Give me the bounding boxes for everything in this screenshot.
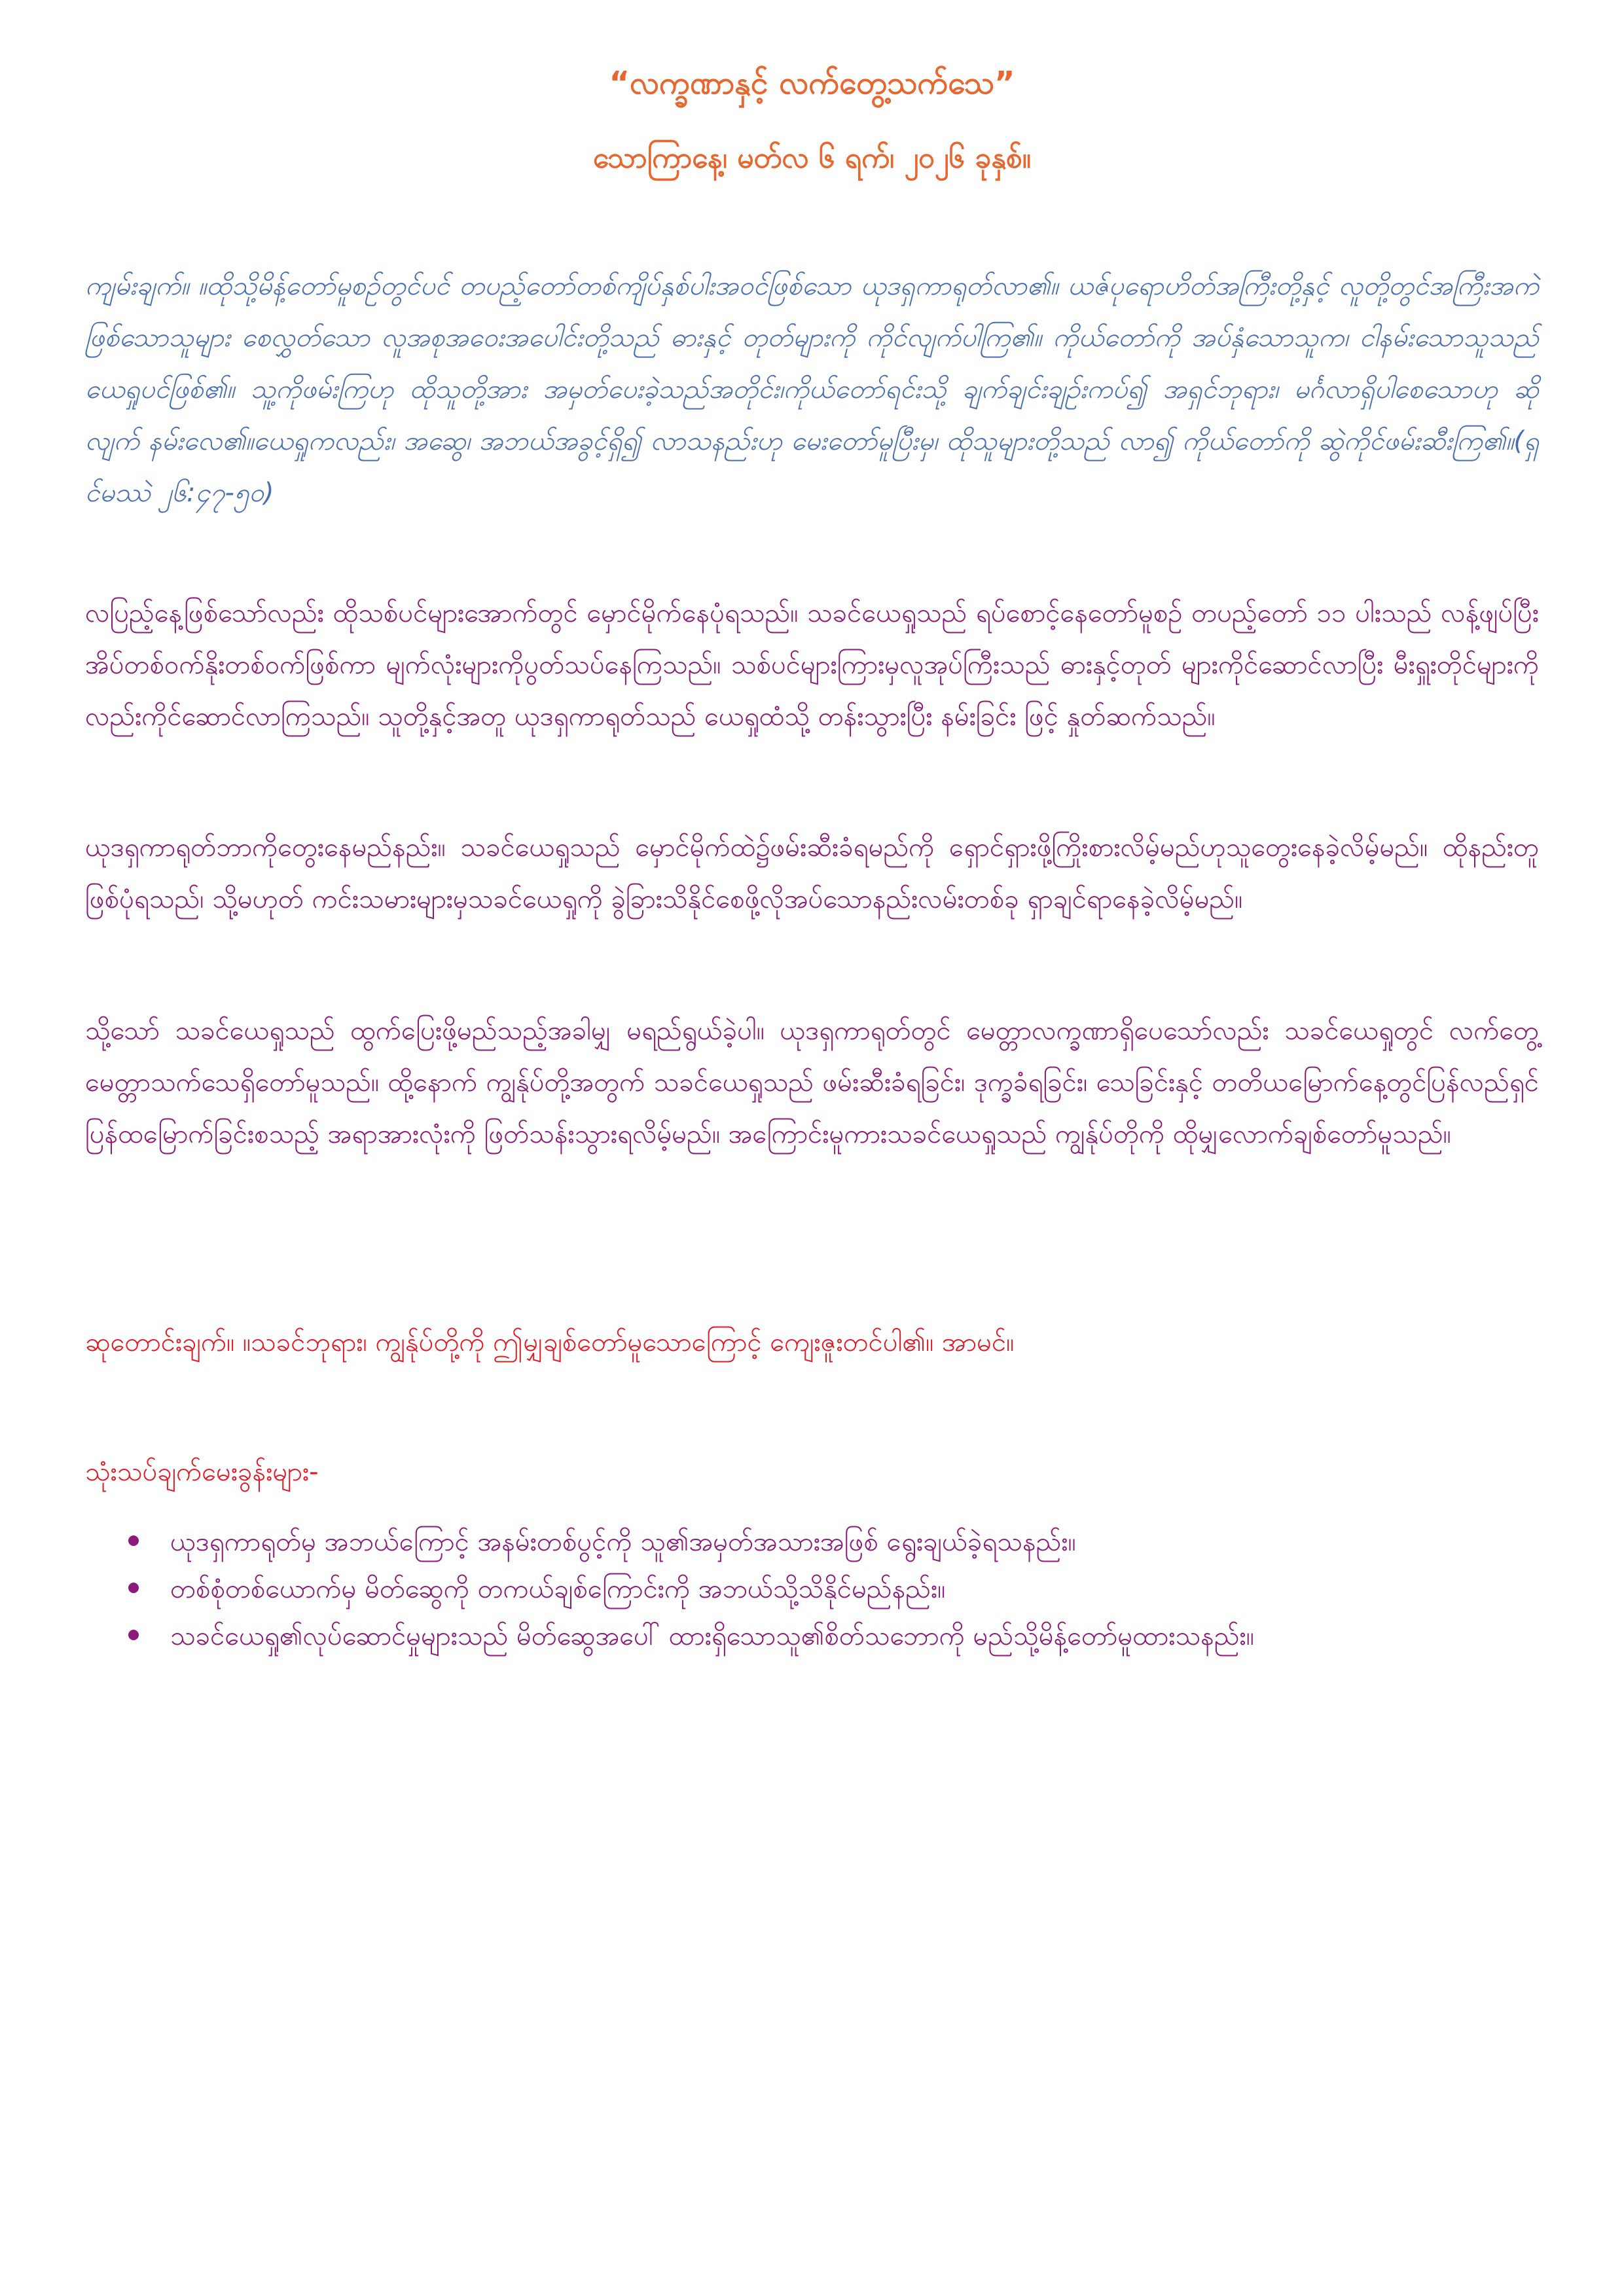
- question-text: ယုဒရှကာရုတ်မှ အဘယ်ကြောင့် အနမ်းတစ်ပွင့်ကို သူ၏အမှတ်အသားအဖြစ် ရွေးချယ်ခဲ့ရသနည်း။: [170, 1527, 1076, 1557]
- questions-heading: သုံးသပ်ချက်မေးခွန်းများ-: [85, 1457, 319, 1487]
- page-date: သောကြာနေ့၊ မတ်လ ၆ ရက်၊ ၂၀၂၆ ခုနှစ်။: [592, 141, 1032, 175]
- scripture-passage: ကျမ်းချက်။ ။ထိုသို့မိန့်တော်မူစဉ်တွင်ပင် တပည့်တော်တစ်ကျိပ်နှစ်ပါးအဝင်ဖြစ်သော ယုဒရှကာရုတ်လာ၏။ ယဇ်ပုရောဟိတ်အကြီးတို့နှင့် လူတို့တွင်အကြီးအကဲဖြစ်သောသူများ စေလွှတ်သော လူအစုအဝေးအပေါင်းတို့သည် ဓားနှင့် တုတ်များကို ကိုင်လျက်ပါကြ၏။ ကိုယ်တော်ကို အပ်နှံသောသူက၊ ငါနမ်းသောသူသည် ယေရှုပင်ဖြစ်၏။ သူ့ကိုဖမ်းကြဟု ထိုသူတို့အား အမှတ်ပေးခဲ့သည်အတိုင်း၊ကိုယ်တော်ရင်းသို့ ချက်ချင်းချဉ်းကပ်၍ အရှင်ဘုရား၊ မင်္ဂလာရှိပါစေသောဟု ဆိုလျက် နမ်းလေ၏။ယေရှုကလည်း၊ အဆွေ၊ အဘယ်အခွင့်ရှိ၍ လာသနည်းဟု မေးတော်မူပြီးမှ၊ ထိုသူများတို့သည် လာ၍ ကိုယ်တော်ကို ဆွဲကိုင်ဖမ်းဆီးကြ၏။(ရှင်မဿဲ ၂၆:၄၇-၅၀): [85, 271, 1539, 508]
- body-paragraph: သို့သော် သခင်ယေရှုသည် ထွက်ပြေးဖို့မည်သည့်အခါမျှ မရည်ရွယ်ခဲ့ပါ။ ယုဒရှကာရုတ်တွင် မေတ္တာလက္ခဏာရှိပေသော်လည်း သခင်ယေရှုတွင် လက်တွေ့မေတ္တာသက်သေရှိတော်မူသည်။ ထို့နောက် ကျွန်ုပ်တို့အတွက် သခင်ယေရှုသည် ဖမ်းဆီးခံရခြင်း၊ ဒုက္ခခံရခြင်း၊ သေခြင်းနှင့် တတိယမြောက်နေ့တွင်ပြန်လည်ရှင်ပြန်ထမြောက်ခြင်းစသည့် အရာအားလုံးကို ဖြတ်သန်းသွားရလိမ့်မည်။ အကြောင်းမူကားသခင်ယေရှုသည် ကျွန်ုပ်တိုကို ထိုမျှလောက်ချစ်တော်မူသည်။: [85, 1016, 1539, 1149]
- question-text: သခင်ယေရှု၏လုပ်ဆောင်မှုများသည် မိတ်ဆွေအပေါ် ထားရှိသောသူ၏စိတ်သဘောကို မည်သို့မိန့်တော်မူထားသနည်း။: [170, 1621, 1254, 1651]
- question-text: တစ်စုံတစ်ယောက်မှ မိတ်ဆွေကို တကယ်ချစ်ကြောင်းကို အဘယ်သို့သိနိုင်မည်နည်း။: [170, 1574, 946, 1604]
- question-item: [85, 1566, 1539, 1613]
- bullet-icon: [128, 1630, 139, 1640]
- page-title: “လက္ခဏာနှင့် လက်တွေ့သက်သေ”: [609, 65, 1015, 101]
- questions-list: [85, 1518, 1539, 1660]
- question-item: [85, 1613, 1539, 1660]
- body-paragraph: ယုဒရှကာရုတ်ဘာကိုတွေးနေမည်နည်း။ သခင်ယေရှုသည် မှောင်မိုက်ထဲ၌ဖမ်းဆီးခံရမည်ကို ရှောင်ရှားဖို့ကြိုးစားလိမ့်မည်ဟုသူတွေးနေခဲ့လိမ့်မည်။ ထိုနည်းတူဖြစ်ပုံရသည်၊ သို့မဟုတ် ကင်းသမားများမှသခင်ယေရှုကို ခွဲခြားသိနိုင်စေဖို့လိုအပ်သောနည်းလမ်းတစ်ခု ရှာချင်ရာနေခဲ့လိမ့်မည်။: [85, 833, 1539, 914]
- bullet-icon: [128, 1583, 139, 1593]
- bullet-icon: [128, 1535, 139, 1546]
- prayer-text: ဆုတောင်းချက်။ ။သခင်ဘုရား၊ ကျွန်ုပ်တို့ကို ဤမျှချစ်တော်မူသောကြောင့် ကျေးဇူးတင်ပါ၏။ အာမင်။: [85, 1327, 1015, 1357]
- body-paragraph: လပြည့်နေ့ဖြစ်သော်လည်း ထိုသစ်ပင်များအောက်တွင် မှောင်မိုက်နေပုံရသည်။ သခင်ယေရှုသည် ရပ်စောင့်နေတော်မူစဉ် တပည့်တော် ၁၁ ပါးသည် လန့်ဖျပ်ပြီး အိပ်တစ်ဝက်နိုးတစ်ဝက်ဖြစ်ကာ မျက်လုံးများကိုပွတ်သပ်နေကြသည်။ သစ်ပင်များကြားမှလူအုပ်ကြီးသည် ဓားနှင့်တုတ် များကိုင်ဆောင်လာပြီး မီးရှူးတိုင်များကိုလည်းကိုင်ဆောင်လာကြသည်။ သူတို့နှင့်အတူ ယုဒရှကာရုတ်သည် ယေရှုထံသို့ တန်းသွားပြီး နမ်းခြင်း ဖြင့် နှုတ်ဆက်သည်။: [85, 598, 1539, 732]
- question-item: [85, 1518, 1539, 1566]
